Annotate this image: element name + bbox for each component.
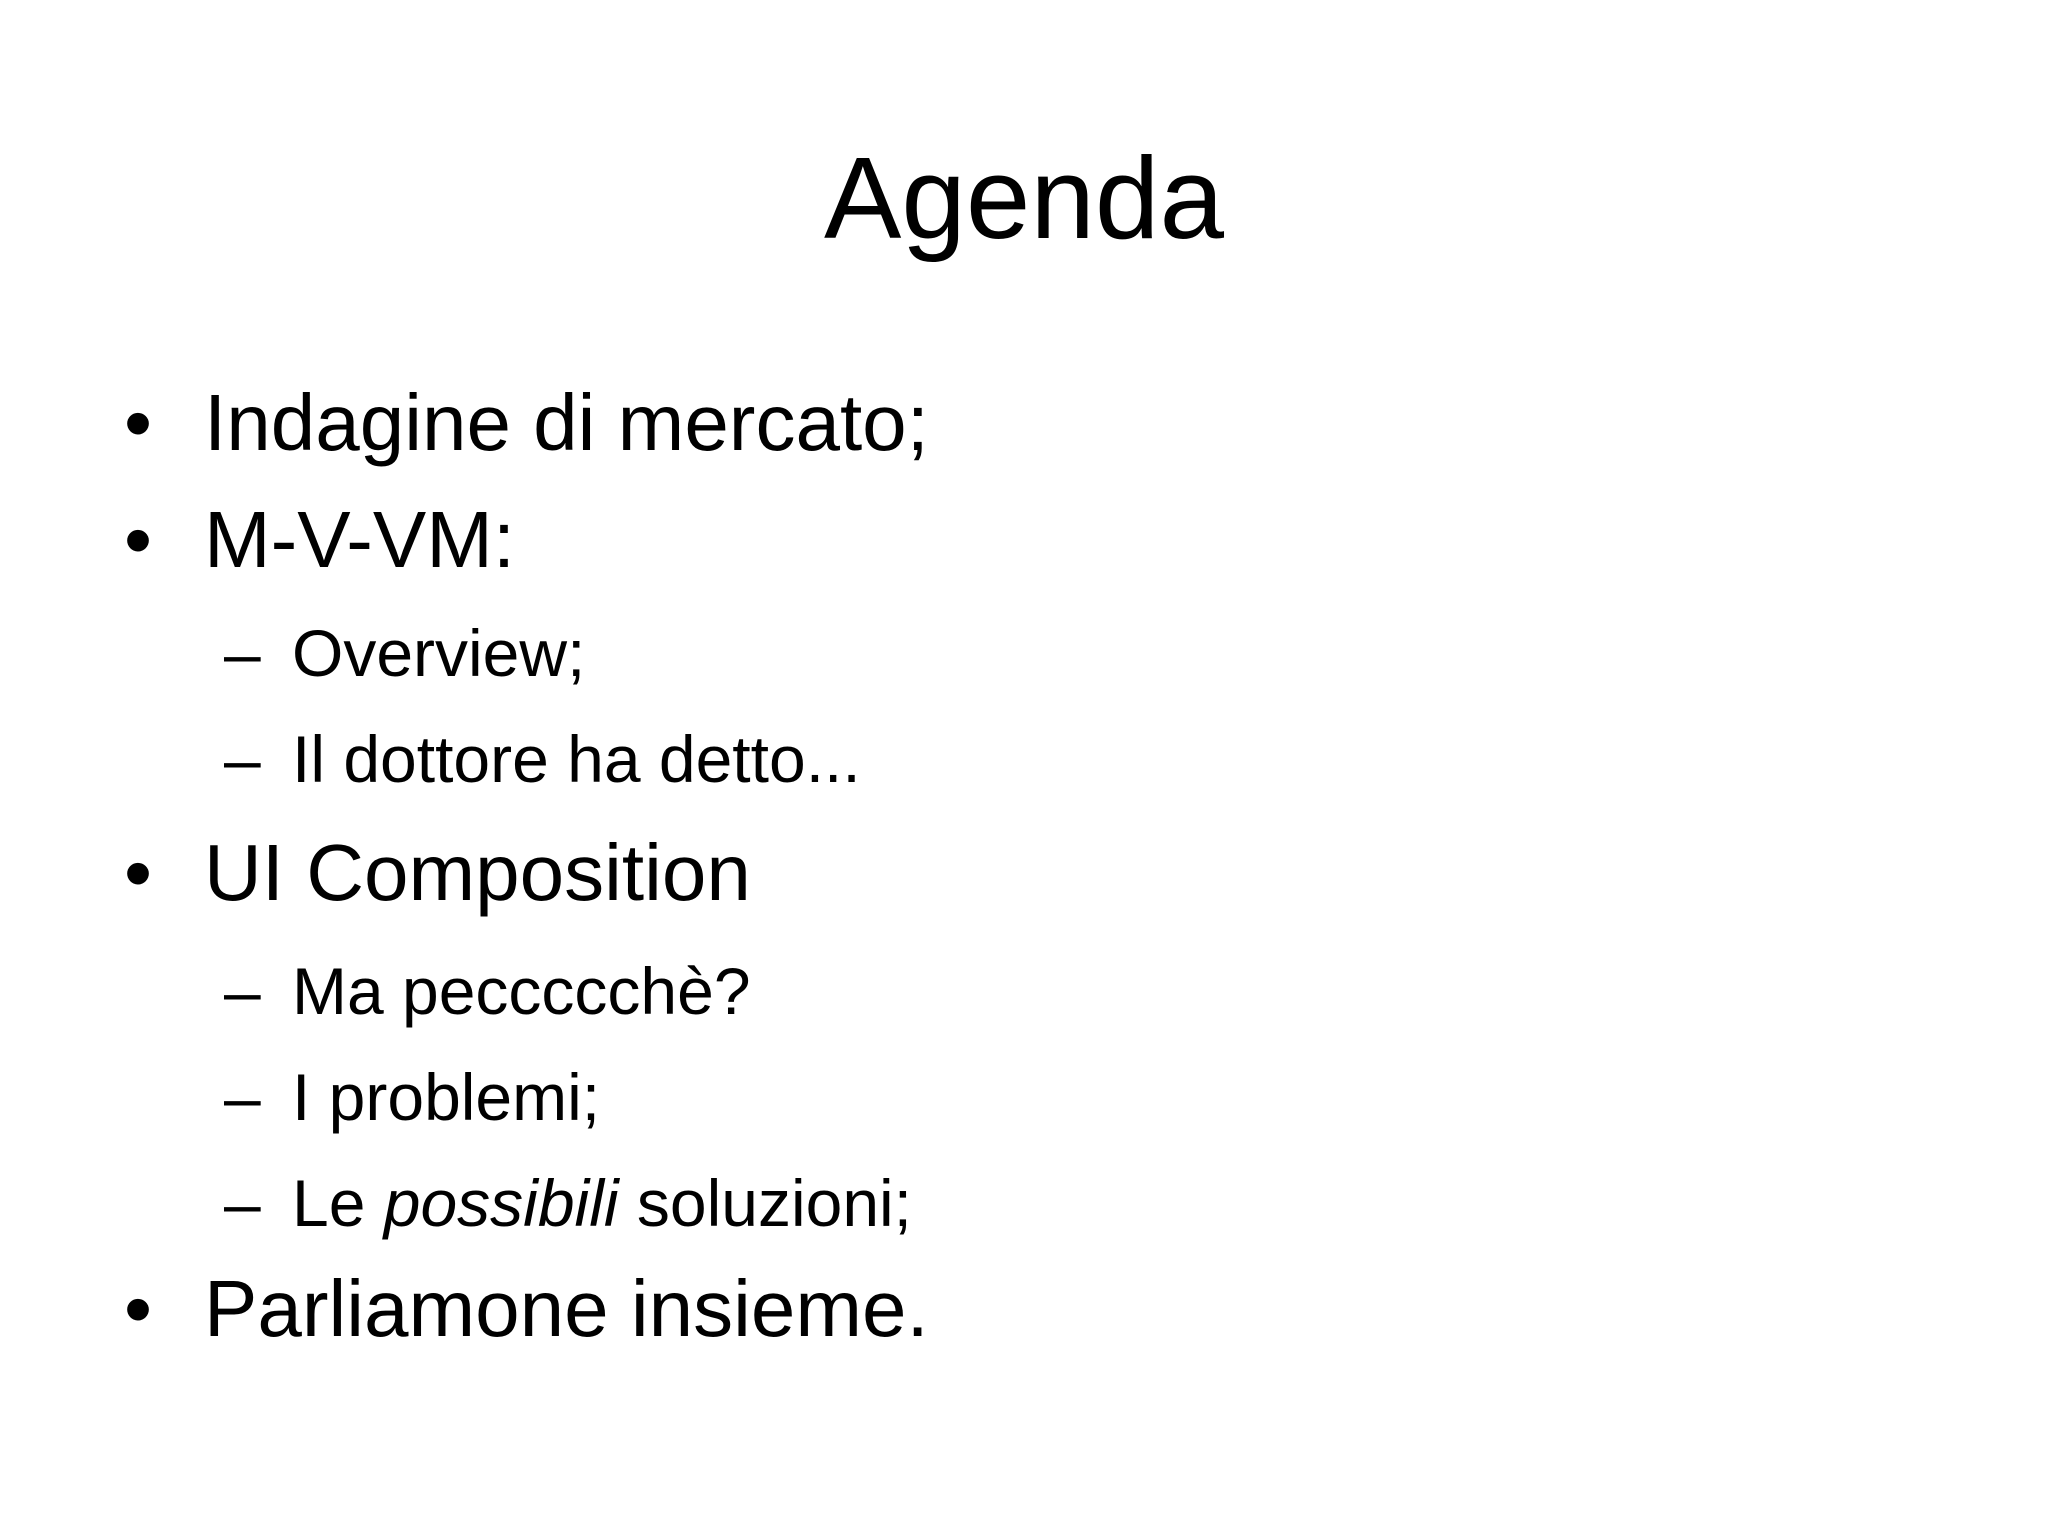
- bullet-marker: •: [124, 1264, 153, 1353]
- sub-bullet-text-after: soluzioni;: [618, 1166, 913, 1240]
- sub-bullet-text: I problemi;: [292, 1060, 601, 1134]
- bullet-marker: •: [124, 828, 153, 917]
- bullet-text: Indagine di mercato;: [204, 378, 929, 467]
- sub-bullet-text: Il dottore ha detto...: [292, 722, 861, 796]
- slide-title: Agenda: [824, 133, 1224, 263]
- dash-marker: –: [224, 722, 261, 796]
- dash-marker: –: [224, 616, 261, 690]
- sub-bullet-text: Overview;: [292, 616, 586, 690]
- bullet-marker: •: [124, 495, 153, 584]
- sub-bullet-text-before: Le: [292, 1166, 384, 1240]
- sub-bullet-item: [224, 1161, 912, 1245]
- bullet-marker: •: [124, 378, 153, 467]
- sub-bullet-item: [224, 949, 751, 1033]
- bullet-text: UI Composition: [204, 828, 751, 917]
- sub-bullet-text-italic: possibili: [383, 1166, 619, 1240]
- bullet-text: M-V-VM:: [204, 495, 516, 584]
- bullet-text: Parliamone insieme.: [204, 1264, 929, 1353]
- bullet-item: [124, 823, 751, 923]
- bullet-item: [124, 1259, 929, 1359]
- dash-marker: –: [224, 1166, 261, 1240]
- sub-bullet-item: [224, 611, 585, 695]
- bullet-item: [124, 373, 929, 473]
- sub-bullet-text: Ma peccccchè?: [292, 954, 751, 1028]
- sub-bullet-item: [224, 717, 861, 801]
- bullet-item: [124, 490, 515, 590]
- sub-bullet-item: [224, 1055, 600, 1139]
- dash-marker: –: [224, 954, 261, 1028]
- dash-marker: –: [224, 1060, 261, 1134]
